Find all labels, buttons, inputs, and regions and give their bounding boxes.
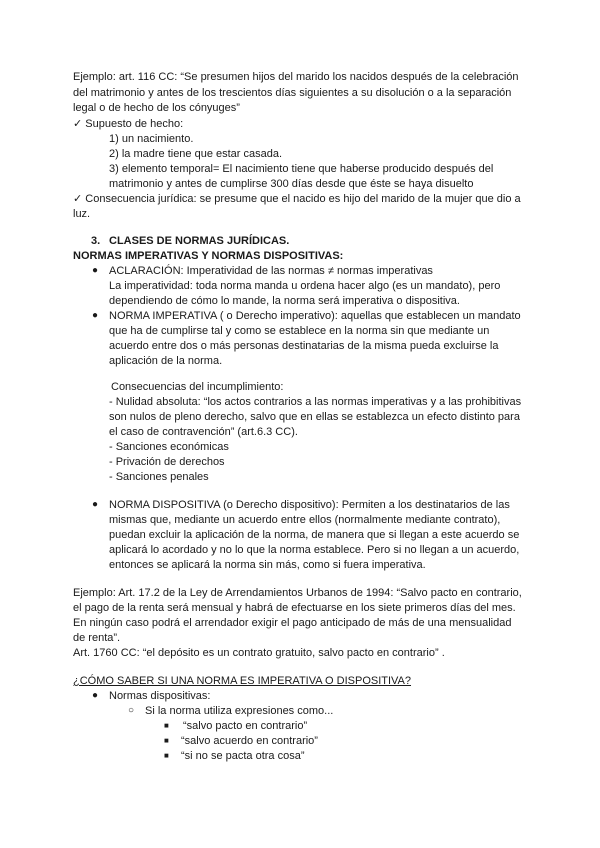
aclaracion-line: La imperatividad: toda norma manda u ordena hacer algo (es un mandato), pero <box>109 280 501 292</box>
dispositiva-line: mismas que, mediante un acuerdo entre ellos (normalmente mediante contrato), <box>109 514 501 526</box>
dispositiva-line: NORMA DISPOSITIVA (o Derecho dispositivo): Permiten a los destinatarios de las <box>109 499 510 511</box>
bullet-icon: ● <box>92 499 99 510</box>
consecuencias-line: - Sanciones económicas <box>109 441 229 453</box>
check-icon: ✓ <box>73 193 83 205</box>
example-lau-line: de renta”. <box>73 632 121 644</box>
normas-dispositivas-label: Normas dispositivas: <box>109 690 211 702</box>
aclaracion-line: ACLARACIÓN: Imperatividad de las normas ≠ normas imperativas <box>109 265 433 277</box>
example-lau-line: En ningún caso podrá el arrendador exigir el pago anticipado de más de una mensualidad <box>73 617 512 629</box>
square-bullet-icon: ■ <box>164 721 169 730</box>
dispositiva-line: puedan excluir la aplicación de la norma, de manera que si llegan a este acuerdo se <box>109 529 520 541</box>
expression-item: “salvo pacto en contrario” <box>183 720 308 732</box>
expresiones-label: Si la norma utiliza expresiones como... <box>145 705 334 717</box>
supuesto-item: 1) un nacimiento. <box>109 133 194 145</box>
expression-item: “salvo acuerdo en contrario” <box>181 735 318 747</box>
consecuencia-line-1 <box>73 192 521 206</box>
imperativa-line: acuerdo entre dos o más personas destinatarias de la misma pueda excluirse la <box>109 340 499 352</box>
expression-item: “si no se pacta otra cosa” <box>181 750 305 762</box>
imperativa-line: aplicación de la norma. <box>109 355 223 367</box>
supuesto-label: Supuesto de hecho: <box>85 118 184 130</box>
square-bullet-icon: ■ <box>164 751 169 760</box>
consecuencias-line: el caso de contravención” (art.6.3 CC). <box>109 426 298 438</box>
supuesto-item: 3) elemento temporal= El nacimiento tiene que haberse producido después del <box>109 163 494 175</box>
bullet-icon: ● <box>92 265 99 276</box>
example-lau-line: Ejemplo: Art. 17.2 de la Ley de Arrendamientos Urbanos de 1994: “Salvo pacto en contrario, <box>73 587 522 599</box>
question-heading: ¿CÓMO SABER SI UNA NORMA ES IMPERATIVA O DISPOSITIVA? <box>73 675 412 687</box>
section-3-title: CLASES DE NORMAS JURÍDICAS. <box>109 235 290 247</box>
consecuencias-line: - Sanciones penales <box>109 471 209 483</box>
supuesto-item: matrimonio y antes de cumplirse 300 días desde que éste se haya disuelto <box>109 178 474 190</box>
dispositiva-line: entonces se aplicará la norma sin más, como si fuera imperativa. <box>109 559 426 571</box>
example-116-line-1: Ejemplo: art. 116 CC: “Se presumen hijos del marido los nacidos después de la celebración <box>73 71 519 83</box>
bullet-icon: ● <box>92 310 99 321</box>
consecuencia-line-2: luz. <box>73 208 91 220</box>
section-3-subtitle: NORMAS IMPERATIVAS Y NORMAS DISPOSITIVAS: <box>73 250 344 262</box>
consecuencias-line: son nulos de pleno derecho, salvo que en ellas se establezca un efecto distinto para <box>109 411 520 423</box>
consecuencias-heading: Consecuencias del incumplimiento: <box>111 381 284 393</box>
supuesto-heading <box>73 117 183 131</box>
circle-bullet-icon: ○ <box>128 705 135 716</box>
dispositiva-line: aplicará lo acordado y no lo que la norma establece. Pero si no llegan a un acuerdo, <box>109 544 520 556</box>
imperativa-line: que ha de cumplirse tal y como se establece en la norma sin que mediante un <box>109 325 490 337</box>
consecuencias-line: - Privación de derechos <box>109 456 225 468</box>
square-bullet-icon: ■ <box>164 736 169 745</box>
example-1760-line: Art. 1760 CC: “el depósito es un contrato gratuito, salvo pacto en contrario” . <box>73 647 445 659</box>
bullet-icon: ● <box>92 690 99 701</box>
section-3-number: 3. <box>91 235 101 247</box>
consecuencias-line: - Nulidad absoluta: “los actos contrarios a las normas imperativas y a las prohibitivas <box>109 396 522 408</box>
consecuencia-text: Consecuencia jurídica: se presume que el nacido es hijo del marido de la mujer que dio a <box>85 193 521 205</box>
supuesto-item: 2) la madre tiene que estar casada. <box>109 148 283 160</box>
example-116-line-3: legal o de hecho de los cónyuges” <box>73 102 240 114</box>
imperativa-line: NORMA IMPERATIVA ( o Derecho imperativo): aquellas que establecen un mandato <box>109 310 521 322</box>
example-lau-line: el pago de la renta será mensual y habrá de efectuarse en los siete primeros días del mes. <box>73 602 516 614</box>
check-icon: ✓ <box>73 118 83 130</box>
example-116-line-2: del matrimonio y antes de los trescientos días siguientes a su disolución o a la separación <box>73 87 512 99</box>
aclaracion-line: dependiendo de cómo lo mande, la norma será imperativa o dispositiva. <box>109 295 460 307</box>
